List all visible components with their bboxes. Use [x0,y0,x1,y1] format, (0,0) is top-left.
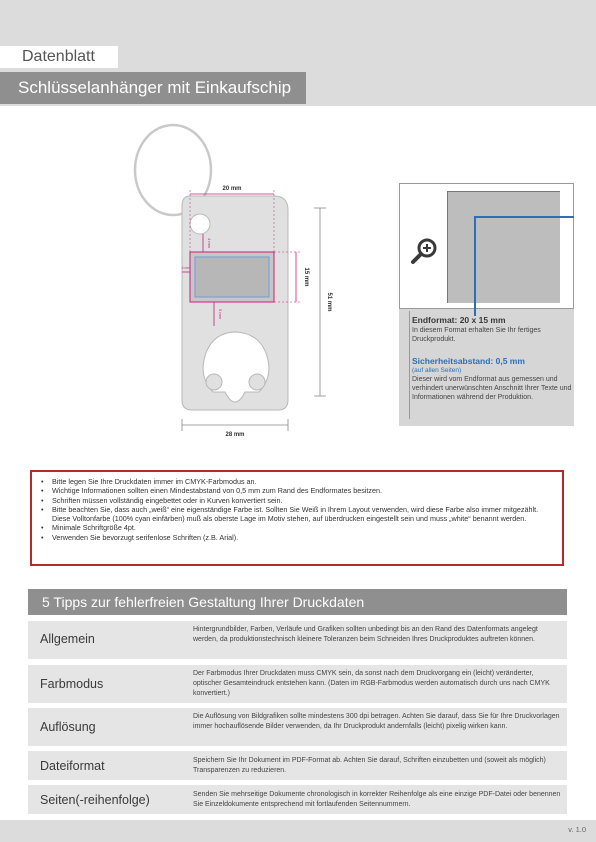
tip-label: Dateiformat [40,759,105,773]
tip-text: Senden Sie mehrseitige Dokumente chronologisch in korrekter Reihenfolge als eine einzige PDF-Datei oder benennen Sie Einzeldokumente entsprechend mit fortlaufenden Seitennummern. [193,791,561,808]
dim-label-small-c: 4 mm [181,266,191,270]
endformat-text: In diesem Format erhalten Sie Ihr fertiges Druckprodukt. [412,327,541,343]
tip-label: Seiten(-reihenfolge) [40,793,150,807]
tip-row-farbmodus [28,665,567,703]
notice-item: • Bitte beachten Sie, dass auch „weiß“ eine eigenständige Farbe ist. Sollten Sie Weiß in Ihrem Layout verwenden, wird diese Farbe also immer mitgezählt. Diese Volltonfarbe (100% cyan einfärben) muß als oberste Lage im Motiv stehen, auf überdrucken eingestellt sein und muss „white“ benannt werden. [52,505,554,524]
notice-item: • Minimale Schriftgröße 4pt. [52,523,554,532]
zoom-in-icon [410,236,440,266]
tip-text: Speichern Sie Ihr Dokument im PDF-Format ab. Achten Sie darauf, Schriften einzubetten und (soweit als möglich) Transparenzen zu reduzieren. [193,757,546,774]
print-area-safe [195,257,269,297]
ring-hole [190,214,210,234]
notice-box [30,470,564,566]
endformat-title: Endformat: 20 x 15 mm [412,315,506,325]
tip-row-seiten [28,785,567,814]
dim-label-top: 20 mm [222,186,242,192]
tip-row-aufloesung [28,708,567,746]
tips-header [28,589,567,615]
zoom-detail [399,183,574,309]
zoom-endformat [447,191,560,303]
dim-label-small-a: 4 mm [207,238,212,248]
notice-item: • Bitte legen Sie Ihre Druckdaten immer im CMYK-Farbmodus an. [52,477,554,486]
format-info-text [412,315,572,402]
tip-text: Hintergrundbilder, Farben, Verläufe und Grafiken sollten unbedingt bis an den Rand des Datenformats angelegt werden, da produktionstechnisch kleinere Toleranzen beim Schneiden Ihres Druckproduktes auftreten können. [193,626,538,643]
tip-text: Die Auflösung von Bildgrafiken sollte mindestens 300 dpi betragen. Achten Sie darauf, dass Sie für Ihre Druckvorlagen immer hochauflösende Bilder verwenden, da Ihr Druckprodukt andernfalls (leicht) pixelig wirken kann. [193,713,560,730]
tip-text: Der Farbmodus Ihrer Druckdaten muss CMYK sein, da sonst nach dem Druckvorgang ein (leicht) veränderter, optischer Gesamteindruck entstehen kann. (Daten im RGB-Farbmodus werden automatisch durch uns nach CMYK konvertiert.) [193,670,550,697]
dim-label-total-height: 51 mm [326,292,332,312]
tip-label: Farbmodus [40,677,104,691]
safety-title: Sicherheitsabstand: 0,5 mm [412,356,525,366]
tip-row-allgemein [28,621,567,659]
coin-shape [203,332,269,402]
zoom-safety-margin [474,216,574,316]
tip-label: Auflösung [40,720,96,734]
notice-item: • Schriften müssen vollständig eingebettet oder in Kurven konvertiert sein. [52,496,554,505]
notice-list [52,477,554,542]
info-divider [409,311,410,419]
notice-item: • Wichtige Informationen sollten einen Mindestabstand von 0,5 mm zum Rand des Endformates besitzen. [52,486,554,495]
dim-label-small-b: 5 mm [218,309,223,319]
footer-band [0,820,596,842]
dim-label-total-width: 28 mm [225,432,245,438]
tip-label: Allgemein [40,632,95,646]
dim-label-right: 15 mm [303,267,309,287]
notice-item: • Verwenden Sie bevorzugt serifenlose Schriften (z.B. Arial). [52,533,554,542]
page-title: Schlüsselanhänger mit Einkaufschip [18,78,292,97]
title-bar [0,72,306,104]
coin-notch-right [249,374,265,390]
format-info-panel [399,183,574,426]
tips-title: 5 Tipps zur fehlerfreien Gestaltung Ihrer Druckdaten [42,594,365,610]
document-type-label: Datenblatt [22,48,95,65]
coin-notch-left [206,374,222,390]
safety-text: Dieser wird vom Endformat aus gemessen und verhindert unerwünschten Anschnitt Ihrer Texte und Informationen während der Produktion. [412,376,572,401]
version-label: v. 1.0 [568,825,586,834]
safety-subtitle: (auf allen Seiten) [412,367,462,374]
tip-row-dateiformat [28,751,567,780]
